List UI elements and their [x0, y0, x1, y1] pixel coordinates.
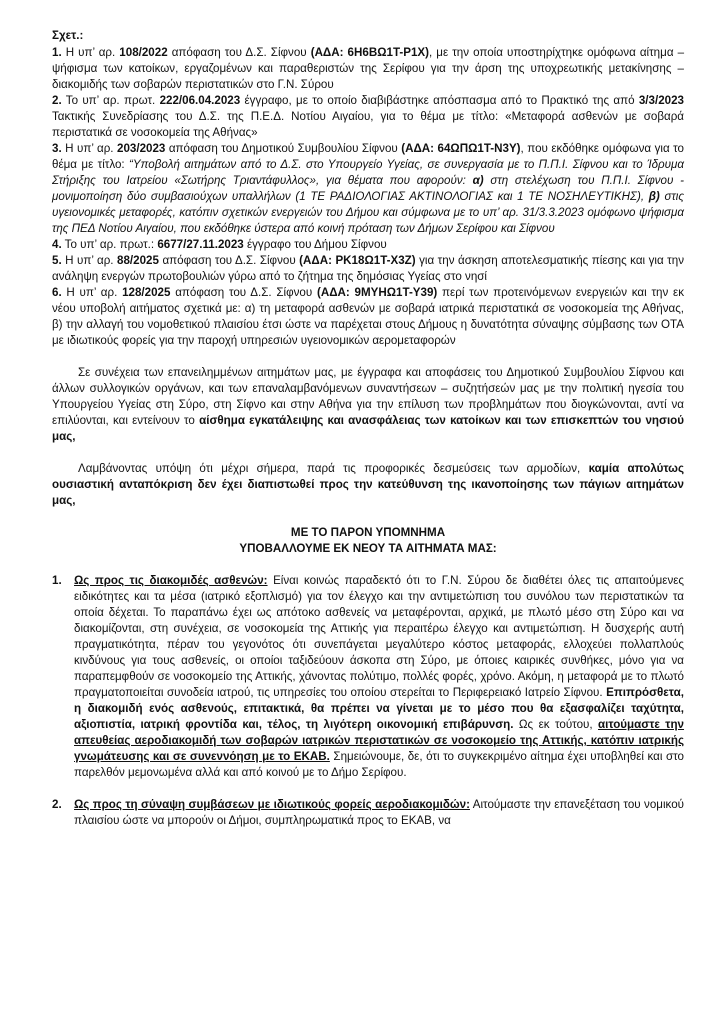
reference-item: 2. Το υπ’ αρ. πρωτ. 222/06.04.2023 έγγραφο, με το οποίο διαβιβάστηκε απόσπασμα από το Πρακτικό της από 3/3/2023 Τακτικής Συνεδρίασης του Δ.Σ. της Π.Ε.Δ. Νοτίου Αιγαίου, για το θέμα με τίτλο: «Μεταφορά ασθενών με σοβαρά περιστατικά σε νοσοκομεία της Αθήνας» — [52, 94, 684, 139]
reference-number: 3. — [52, 142, 62, 155]
intro-paragraph: Σε συνέχεια των επανειλημμένων αιτημάτων μας, με έγγραφα και αποφάσεις του Δημοτικού Συμβουλίου Σίφνου και άλλων συλλογικών οργάνων, και των επαναλαμβανόμενων συναντήσεων – συζητήσεών μας με την πολιτική ηγεσία του Υπουργείου Υγείας στη Σύρο, στη Σίφνο και στην Αθήνα για την επίλυση των προβλημάτων που διογκώνονται, αντί να επιλύονται, και εντείνουν το αίσθημα εγκατάλειψης και ανασφάλειας των κατοίκων και των επισκεπτών του νησιού μας, — [52, 366, 684, 443]
request-item-2: 2. Ως προς τη σύναψη συμβάσεων με ιδιωτικούς φορείς αεροδιακομιδών: Αιτούμαστε την επανεξέταση του νομικού πλαισίου ώστε να μπορούν οι Δήμοι, συμπληρωματικά προς το ΕΚΑΒ, να — [52, 798, 684, 827]
reference-item: 6. Η υπ’ αρ. 128/2025 απόφαση του Δ.Σ. Σίφνου (ΑΔΑ: 9ΜΥΗΩ1Τ-Υ39) περί των προτεινόμενων ενεργειών και την εκ νέου υποβολή αιτήματος σχετικά με: α) τη μεταφορά ασθενών με σοβαρά ιατρικά περιστατικά σε νοσοκομεία της Αθήνας, β) την αλλαγή του νομοθετικού πλαισίου έτσι ώστε να παρέχεται στους Δήμους η δυνατότητα σύναψης σύμβασης των ΟΤΑ με ιδιωτικούς φορείς για την παροχή υπηρεσιών υγειονομικών αερομεταφορών — [52, 286, 684, 347]
reference-number: 5. — [52, 254, 62, 267]
spacer — [52, 557, 684, 573]
reference-item: 4. Το υπ’ αρ. πρωτ.: 6677/27.11.2023 έγγραφο του Δήμου Σίφνου — [52, 238, 387, 251]
considering-paragraph: Λαμβάνοντας υπόψη ότι μέχρι σήμερα, παρά τις προφορικές δεσμεύσεις των αρμοδίων, καμία απολύτως ουσιαστική ανταπόκριση δεν έχει διαπιστωθεί προς την κατεύθυνση της ικανοποίησης των πάγιων αιτημάτων μας, — [52, 462, 685, 507]
request-title: Ως προς τη σύναψη συμβάσεων με ιδιωτικούς φορείς αεροδιακομιδών: — [74, 798, 470, 811]
reference-item: 1. Η υπ’ αρ. 108/2022 απόφαση του Δ.Σ. Σίφνου (ΑΔΑ: 6Η6ΒΩ1Τ-Ρ1Χ), με την οποία υποστηρίχτηκε ομόφωνα αίτημα – ψήφισμα των κατοίκων, εργαζομένων και παραθεριστών της Σερίφου για την άρση της υποχρεωτικής μετακίνησης – διακομιδής των σοβαρών περιστατικών στο Γ.Ν. Σύρου — [52, 46, 685, 91]
reference-item: 5. Η υπ’ αρ. 88/2025 απόφαση του Δ.Σ. Σίφνου (ΑΔΑ: ΡΚ18Ω1Τ-Χ3Ζ) για την άσκηση αποτελεσματικής πίεσης και για την ανάληψη ενεργών πρωτοβουλιών γύρω από το ζήτημα της δημόσιας Υγείας στο νησί — [52, 254, 685, 283]
memorandum-subheading: ΥΠΟΒΑΛΛΟΥΜΕ ΕΚ ΝΕΟΥ ΤΑ ΑΙΤΗΜΑΤΑ ΜΑΣ: — [239, 542, 497, 555]
request-title: Ως προς τις διακομιδές ασθενών: — [74, 574, 268, 587]
reference-item: 3. Η υπ’ αρ. 203/2023 απόφαση του Δημοτικού Συμβουλίου Σίφνου (ΑΔΑ: 64ΩΠΩ1Τ-Ν3Υ), που εκδόθηκε ομόφωνα για το θέμα με τίτλο: “Υποβολή αιτημάτων από το Δ.Σ. στο Υπουργείο Υγείας, σε συνεργασία με το Π.Π.Ι. Σίφνου και το Ίδρυμα Στήριξης του Ιατρείου «Σωτήρης Τριαντάφυλλος», για θέματα που αφορούν: α) στη στελέχωση του Π.Π.Ι. Σίφνου - μονιμοποίηση δύο συμβασιούχων υπαλλήλων (1 ΤΕ ΡΑΔΙΟΛΟΓΙΑΣ ΑΚΤΙΝΟΛΟΓΙΑΣ και 1 ΤΕ ΝΟΣΗΛΕΥΤΙΚΗΣ), β) στις υγειονομικές μεταφορές, κατόπιν σχετικών ενεργειών του Δήμου και σύμφωνα με το υπ’ αρ. 31/3.3.2023 ομόφωνο ψήφισμα της ΠΕΔ Νοτίου Αιγαίου, που εκδόθηκε ύστερα από κοινή πρόταση των Δήμων Σερίφου και Σίφνου — [52, 142, 684, 235]
spacer — [52, 445, 684, 461]
memorandum-heading: ΜΕ ΤΟ ΠΑΡΟΝ ΥΠΟΜΝΗΜΑ — [290, 526, 446, 539]
references-heading: Σχετ.: — [52, 29, 84, 42]
spacer — [52, 781, 684, 797]
reference-number: 6. — [52, 286, 62, 299]
request-number: 2. — [52, 798, 62, 811]
reference-number: 1. — [52, 46, 62, 59]
request-number: 1. — [52, 574, 62, 587]
spacer — [52, 349, 684, 365]
spacer — [52, 509, 684, 525]
request-item-1: 1. Ως προς τις διακομιδές ασθενών: Είναι κοινώς παραδεκτό ότι το Γ.Ν. Σύρου δε διαθέτει όλες τις απαιτούμενες ειδικότητες και τα μέσα (ιατρικό εξοπλισμό) για τον έλεγχο και την αντιμετώπιση του συνόλου των περιστατικών τα οποία δέχεται. Το παραπάνω έχει ως απότοκο ασθενείς να μεταφέρονται, αρχικά, με πλωτό μέσο στη Σύρο και να διακομίζονται, στη συνέχεια, σε νοσοκομεία της Αττικής για περαιτέρω έλεγχο και αντιμετώπιση. Η δυσχερής αυτή πραγματικότητα, πέραν του γεγονότος ότι συνεπάγεται μεγαλύτερο κόστος μεταφοράς, ελλοχεύει πολλαπλούς κινδύνους για τους ασθενείς, οι οποίοι ταξιδεύουν άσκοπα στη Σύρο, με όποιες καιρικές συνθήκες, μόνο για να παραπεμφθούν σε νοσοκομείο της Αττικής, χάνοντας πολύτιμο, πολλές φορές, χρόνο. Ακόμη, η μεταφορά με το πλωτό πραγματοποιείται συνοδεία ιατρού, τις υπηρεσίες του οποίου στερείται το Περιφερειακό Ιατρείο Σίφνου. Επιπρόσθετα, η διακομιδή ενός ασθενούς, επιτακτικά, θα πρέπει να γίνεται με το μέσο που θα εξασφαλίζει ταχύτητα, αξιοπιστία, ιατρική φροντίδα και, τέλος, τη λιγότερη οικονομική επιβάρυνση. Ως εκ τούτου, αιτούμαστε την απευθείας αεροδιακομιδή των σοβαρών ιατρικών περιστατικών σε νοσοκομείο της Αττικής, κατόπιν ιατρικής γνωμάτευσης και σε συνεννόηση με το ΕΚΑΒ. Σημειώνουμε, δε, ότι το συγκεκριμένο αίτημα έχει υποβληθεί και στο παρελθόν μεμονωμένα αλλά και από κοινού με το Δήμο Σερίφου. — [52, 574, 685, 779]
reference-number: 4. — [52, 238, 62, 251]
reference-number: 2. — [52, 94, 62, 107]
